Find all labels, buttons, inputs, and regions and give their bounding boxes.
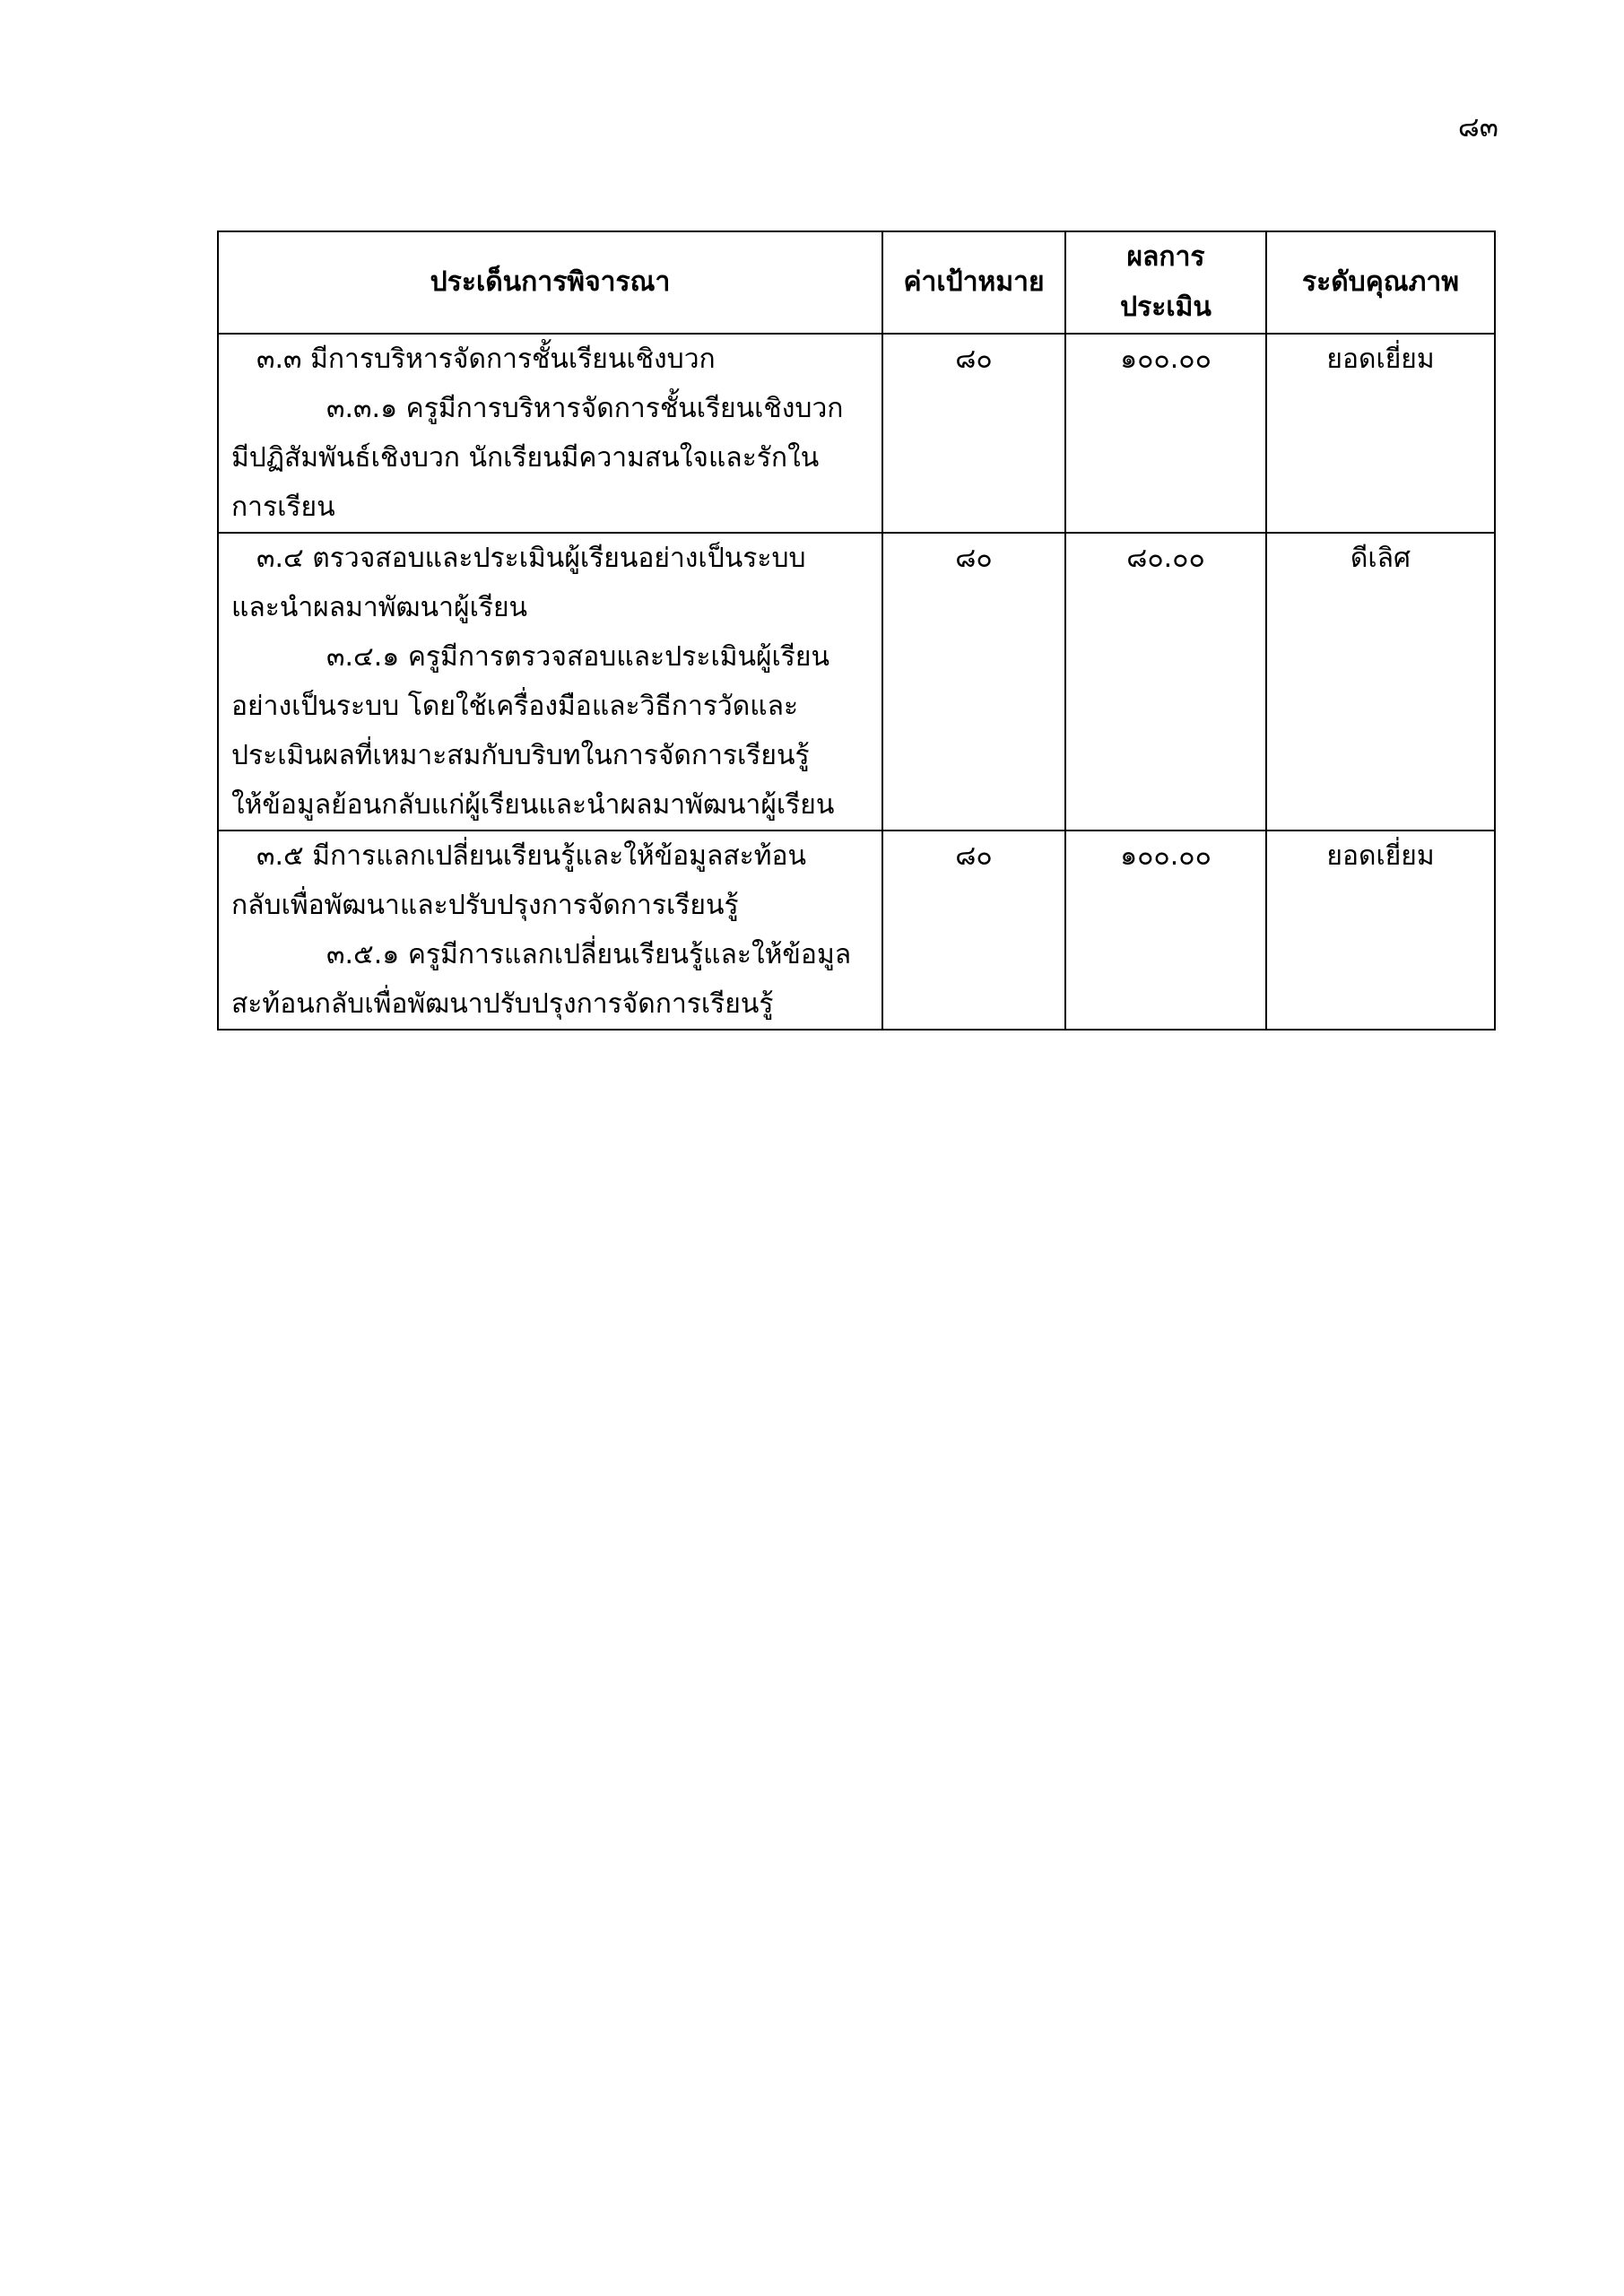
result-cell bbox=[1065, 334, 1266, 533]
criteria-cell bbox=[218, 533, 882, 831]
result-cell bbox=[1065, 831, 1266, 1030]
criteria-text: ประเมินผลที่เหมาะสมกับบริบทในการจัดการเรียนรู้ bbox=[231, 740, 810, 771]
criteria-heading: ๓.๔ ตรวจสอบและประเมินผู้เรียนอย่างเป็นระบบ bbox=[256, 543, 806, 574]
page-number: ๘๓ bbox=[1457, 111, 1498, 144]
criteria-text: การเรียน bbox=[231, 491, 335, 523]
quality-cell bbox=[1266, 334, 1495, 533]
table-row bbox=[218, 334, 1495, 533]
criteria-text: และนำผลมาพัฒนาผู้เรียน bbox=[231, 592, 528, 623]
criteria-subheading: ๓.๓.๑ ครูมีการบริหารจัดการชั้นเรียนเชิงบวก bbox=[326, 393, 844, 424]
criteria-cell bbox=[218, 831, 882, 1030]
header-quality: ระดับคุณภาพ bbox=[1266, 231, 1495, 334]
quality-value: ยอดเยี่ยม bbox=[1326, 840, 1435, 872]
result-value: ๑๐๐.๐๐ bbox=[1120, 840, 1211, 872]
table-row bbox=[218, 831, 1495, 1030]
header-result-line2: ประเมิน bbox=[1120, 291, 1211, 323]
table-row bbox=[218, 533, 1495, 831]
criteria-subheading: ๓.๕.๑ ครูมีการแลกเปลี่ยนเรียนรู้และให้ข้อมูล bbox=[326, 939, 852, 970]
target-cell bbox=[882, 533, 1065, 831]
quality-cell bbox=[1266, 533, 1495, 831]
header-criteria: ประเด็นการพิจารณา bbox=[218, 231, 882, 334]
result-cell bbox=[1065, 533, 1266, 831]
target-value: ๘๐ bbox=[955, 840, 993, 872]
header-target: ค่าเป้าหมาย bbox=[882, 231, 1065, 334]
criteria-text: สะท้อนกลับเพื่อพัฒนาปรับปรุงการจัดการเรียนรู้ bbox=[231, 988, 774, 1020]
evaluation-table bbox=[217, 230, 1496, 1031]
result-value: ๘๐.๐๐ bbox=[1126, 543, 1205, 574]
result-value: ๑๐๐.๐๐ bbox=[1120, 344, 1211, 375]
criteria-subheading: ๓.๔.๑ ครูมีการตรวจสอบและประเมินผู้เรียน bbox=[326, 641, 830, 673]
target-cell bbox=[882, 334, 1065, 533]
criteria-text: ให้ข้อมูลย้อนกลับแก่ผู้เรียนและนำผลมาพัฒนาผู้เรียน bbox=[231, 789, 835, 821]
criteria-heading: ๓.๕ มีการแลกเปลี่ยนเรียนรู้และให้ข้อมูลสะท้อน bbox=[256, 840, 807, 872]
target-cell bbox=[882, 831, 1065, 1030]
criteria-cell bbox=[218, 334, 882, 533]
quality-value: ยอดเยี่ยม bbox=[1326, 344, 1435, 375]
header-result bbox=[1065, 231, 1266, 334]
criteria-heading: ๓.๓ มีการบริหารจัดการชั้นเรียนเชิงบวก bbox=[256, 344, 716, 375]
quality-cell bbox=[1266, 831, 1495, 1030]
quality-value: ดีเลิศ bbox=[1350, 543, 1411, 574]
criteria-text: อย่างเป็นระบบ โดยใช้เครื่องมือและวิธีการวัดและ bbox=[231, 691, 799, 722]
header-result-line1: ผลการ bbox=[1126, 241, 1205, 273]
criteria-text: มีปฏิสัมพันธ์เชิงบวก นักเรียนมีความสนใจและรักใน bbox=[231, 442, 820, 474]
criteria-text: กลับเพื่อพัฒนาและปรับปรุงการจัดการเรียนรู้ bbox=[231, 890, 739, 921]
table-header-row bbox=[218, 231, 1495, 334]
target-value: ๘๐ bbox=[955, 344, 993, 375]
target-value: ๘๐ bbox=[955, 543, 993, 574]
